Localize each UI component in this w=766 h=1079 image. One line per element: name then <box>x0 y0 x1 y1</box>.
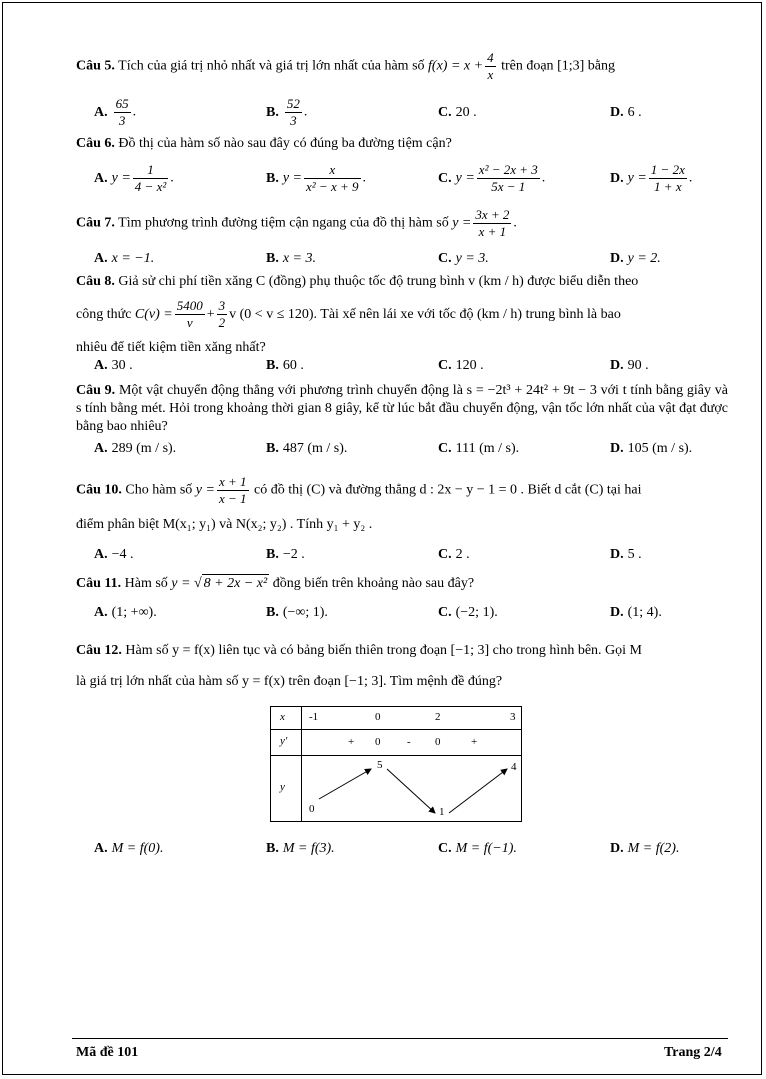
q6-option-b[interactable]: B. y = $\frac{x}{\text{x² − x + 9}}$ . <box>266 162 366 194</box>
table-sign: + <box>471 736 478 748</box>
q10-option-d[interactable]: D. 5 . <box>610 547 642 562</box>
q6-text: Đồ thị của hàm số nào sau đây có đúng ba đường tiệm cận? <box>118 136 452 151</box>
q6-option-d[interactable]: D. y = $\frac{1 - 2x}{1 + x}$ . <box>610 162 693 194</box>
q11-option-d[interactable]: D. (1; 4). <box>610 605 662 620</box>
q7-option-a[interactable]: A. x = −1. <box>94 251 155 266</box>
q8-option-c[interactable]: C. 120 . <box>438 358 484 373</box>
q5-text: Tích của giá trị nhỏ nhất và giá trị lớn nhất của hàm số <box>118 58 425 74</box>
q12-option-b[interactable]: B. M = f(3). <box>266 841 335 856</box>
q7-pre: y = <box>452 215 472 231</box>
q5-text3: bằng <box>587 58 615 74</box>
q11-option-a[interactable]: A. (1; +∞). <box>94 605 157 620</box>
table-sign: 0 <box>375 736 381 748</box>
variation-table <box>270 706 522 822</box>
table-y-val: 5 <box>377 759 383 771</box>
q9-option-c[interactable]: C. 111 (m / s). <box>438 441 520 456</box>
q5-option-a[interactable]: A. $\frac{65}{3}$ . <box>94 96 137 128</box>
q5-text2: trên đoạn <box>501 58 554 74</box>
q10-option-c[interactable]: C. 2 . <box>438 547 470 562</box>
q8-option-b[interactable]: B. 60 . <box>266 358 304 373</box>
q7-option-d[interactable]: D. y = 2. <box>610 251 661 266</box>
q12-option-c[interactable]: C. M = f(−1). <box>438 841 517 856</box>
question-7: Câu 7. Tìm phương trình đường tiệm cận ngang của đồ thị hàm số y = $\frac{3x + 2}{x + 1}$ . <box>76 207 517 239</box>
q8-line3: nhiêu để tiết kiệm tiền xăng nhất? <box>76 340 266 355</box>
q5-interval: [1;3] <box>557 58 585 74</box>
footer-page-number: Trang 2/4 <box>664 1045 722 1060</box>
q10-option-b[interactable]: B. −2 . <box>266 547 305 562</box>
q7-frac: $\frac{3x + 2}{x + 1}$ <box>475 207 510 239</box>
q5-option-d[interactable]: D. 6 . <box>610 105 642 120</box>
question-8 <box>76 273 728 291</box>
table-arrows <box>271 755 521 821</box>
question-label: Câu 12. <box>76 643 122 658</box>
q12-option-a[interactable]: A. M = f(0). <box>94 841 164 856</box>
q8-option-a[interactable]: A. 30 . <box>94 358 133 373</box>
q11-option-c[interactable]: C. (−2; 1). <box>438 605 498 620</box>
table-x-val: -1 <box>309 711 319 723</box>
question-11: Câu 11. Hàm số y = √ 8 + 2x − x² đồng biến trên khoảng nào sau đây? <box>76 576 475 591</box>
table-sign: + <box>348 736 355 748</box>
question-label: Câu 11. <box>76 576 122 591</box>
footer-exam-code: Mã đề 101 <box>76 1045 139 1060</box>
table-x-label: x <box>280 711 285 723</box>
question-label: Câu 6. <box>76 136 115 151</box>
q6-option-c[interactable]: C. y = $\frac{\text{x² − 2x + 3}}{5x - 1}$ . <box>438 162 546 194</box>
q9-option-a[interactable]: A. 289 (m / s). <box>94 441 177 456</box>
q5-func: f(x) = x + <box>428 58 484 74</box>
table-sign: 0 <box>435 736 441 748</box>
q9-option-b[interactable]: B. 487 (m / s). <box>266 441 348 456</box>
question-12: Câu 12. Hàm số y = f(x) liên tục và có bảng biến thiên trong đoạn [−1; 3] cho trong hình bên. Gọi M <box>76 643 642 658</box>
q6-option-a[interactable]: A. y = $\frac{1}{\text{4 − x²}}$ . <box>94 162 174 194</box>
table-x-val: 3 <box>510 711 516 723</box>
question-9 <box>76 382 728 436</box>
q12-option-d[interactable]: D. M = f(2). <box>610 841 680 856</box>
q9-text: Một vật chuyển động thẳng với phương trình chuyển động là s = −2t³ + 24t² + 9t − 3 với t tính bằng giây và s tính bằng mét. Hỏi trong khoảng thời gian 8 giây, kể từ lúc bắt đầu chuyển động, vận tốc lớn nhất của vật đạt được bằng bao nhiêu? <box>76 383 728 434</box>
q8-line1: Giả sử chi phí tiền xăng C (đồng) phụ thuộc tốc độ trung bình v (km / h) được biểu diễn theo <box>118 274 639 289</box>
table-y-val: 0 <box>309 803 315 815</box>
q10-option-a[interactable]: A. −4 . <box>94 547 134 562</box>
question-10: Câu 10. Cho hàm số y = $\frac{x + 1}{x - 1}$ có đồ thị (C) và đường thẳng d : 2x − y − 1 = 0 . Biết d cắt (C) tại hai <box>76 474 642 506</box>
q8-line2: công thức C(v) = $\frac{5400}{v}$ + $\frac{3}{2}$ v (0 < v ≤ 120). Tài xế nên lái xe với tốc độ (km / h) trung bình là bao <box>76 298 621 331</box>
q8-option-d[interactable]: D. 90 . <box>610 358 649 373</box>
question-5 <box>76 50 728 83</box>
q5-option-c[interactable]: C. 20 . <box>438 105 477 120</box>
q5-frac: $\frac{4}{x}$ <box>487 50 494 82</box>
q7-text: Tìm phương trình đường tiệm cận ngang của đồ thị hàm số <box>118 215 449 231</box>
table-sign: - <box>407 736 411 748</box>
table-y-label: y <box>280 781 285 793</box>
q5-option-b[interactable]: B. $\frac{52}{3}$ . <box>266 96 308 128</box>
q11-option-b[interactable]: B. (−∞; 1). <box>266 605 328 620</box>
table-y-val: 1 <box>439 806 445 818</box>
table-x-val: 0 <box>375 711 381 723</box>
question-label: Câu 9. <box>76 383 116 398</box>
q9-option-d[interactable]: D. 105 (m / s). <box>610 441 693 456</box>
question-6 <box>76 135 728 153</box>
table-dy-label: y′ <box>280 735 288 747</box>
question-label: Câu 8. <box>76 274 115 289</box>
question-label: Câu 10. <box>76 482 122 498</box>
q7-option-c[interactable]: C. y = 3. <box>438 251 489 266</box>
table-x-val: 2 <box>435 711 441 723</box>
question-label: Câu 5. <box>76 58 115 74</box>
footer-divider <box>72 1038 728 1039</box>
q7-option-b[interactable]: B. x = 3. <box>266 251 317 266</box>
table-y-val: 4 <box>511 761 517 773</box>
q10-line2: điểm phân biệt M(x₁; y₁) và N(x₂; y₂) . Tính y₁ + y₂ . <box>76 517 373 532</box>
q12-line2: là giá trị lớn nhất của hàm số y = f(x) trên đoạn [−1; 3]. Tìm mệnh đề đúng? <box>76 674 503 689</box>
question-label: Câu 7. <box>76 215 115 231</box>
